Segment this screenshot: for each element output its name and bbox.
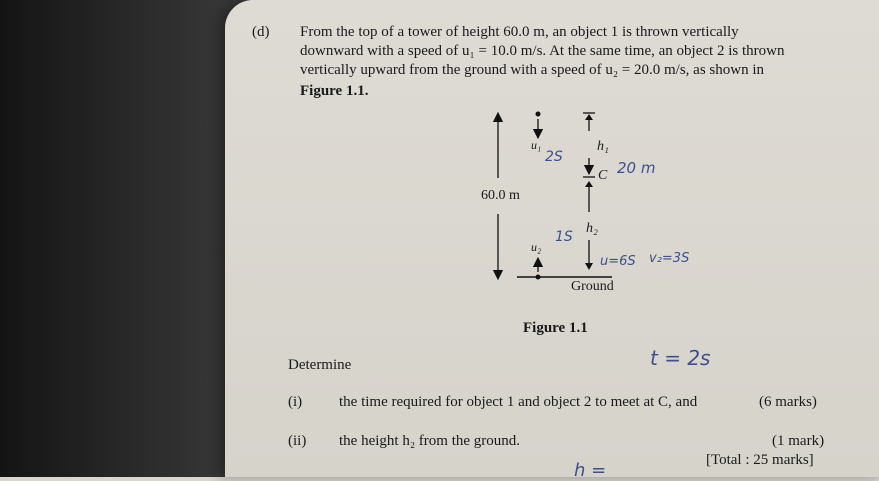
handwritten-note-v: v₂=3S (649, 251, 690, 266)
task-ii-text: the height h₂ from the ground. (339, 433, 521, 449)
handwritten-note-u: u=6S (600, 254, 636, 269)
task-i-text: the time required for object 1 and object 2 to meet at C, and (339, 394, 698, 410)
h1-label: h₁ (597, 139, 609, 154)
h2-label: h₂ (586, 221, 598, 236)
handwritten-note-t: t = 2s (650, 346, 711, 370)
total-marks: [Total : 25 marks] (706, 452, 814, 468)
part-label: (d) (252, 24, 270, 40)
handwritten-note-1s: 1S (555, 229, 573, 245)
figure-caption: Figure 1.1 (523, 320, 588, 336)
handwritten-note-20m: 20 m (617, 159, 656, 177)
height-label: 60.0 m (481, 188, 520, 203)
question-line-3: vertically upward from the ground with a speed of u₂ = 20.0 m/s, as shown in (300, 62, 765, 78)
handwritten-note-2s: 2S (545, 149, 563, 165)
point-c-label: C (598, 168, 608, 183)
handwritten-note-h: h = (574, 460, 607, 481)
task-ii-marks: (1 mark) (772, 433, 825, 449)
question-line-2: downward with a speed of u₁ = 10.0 m/s. At the same time, an object 2 is thrown (300, 43, 785, 59)
question-line-1: From the top of a tower of height 60.0 m, an object 1 is thrown vertically (300, 24, 739, 40)
task-i-label: (i) (288, 394, 303, 410)
task-i-marks: (6 marks) (759, 394, 817, 410)
u2-label: u₂ (531, 240, 542, 254)
task-ii-label: (ii) (288, 433, 307, 449)
ground-label: Ground (571, 279, 614, 294)
u1-label: u₁ (531, 138, 542, 152)
determine-label: Determine (288, 357, 352, 373)
figure-reference: Figure 1.1. (300, 83, 369, 99)
